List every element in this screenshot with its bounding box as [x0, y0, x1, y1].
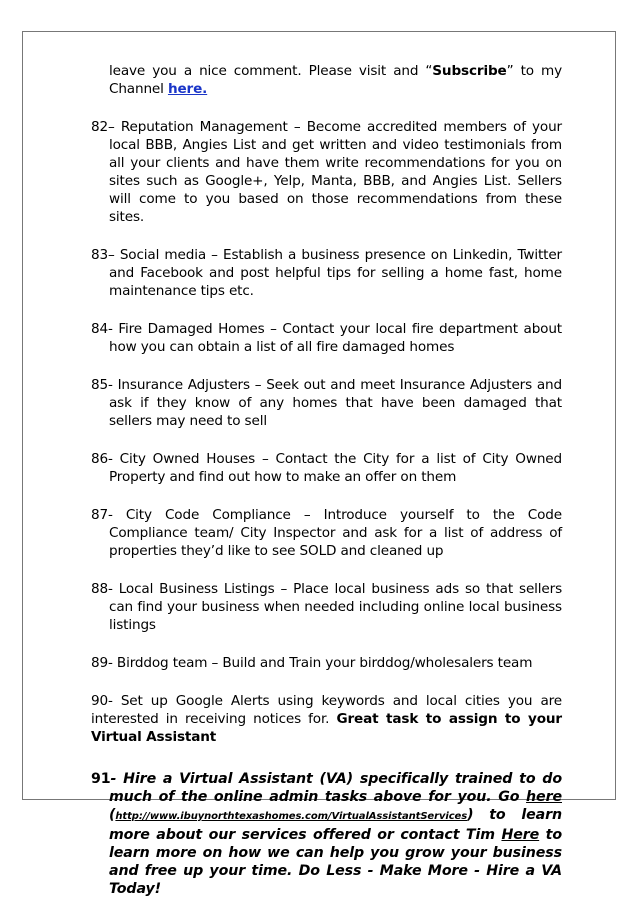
- document-body: [91, 62, 562, 898]
- item-text: 83– Social media – Establish a business presence on Linkedin, Twitter and Facebook and post helpful tips for selling a home fast, home maintenance tips etc.: [91, 247, 562, 299]
- item-text: 84- Fire Damaged Homes – Contact your local fire department about how you can obtain a list of all fire damaged homes: [91, 321, 562, 355]
- list-item-85: [91, 376, 562, 430]
- item-text: 90- Set up Google Alerts using keywords and local cities you are interested in receiving notices for.: [91, 693, 562, 727]
- item-text: 89- Birddog team – Build and Train your birddog/wholesalers team: [91, 655, 533, 671]
- contact-tim-link[interactable]: Here: [501, 827, 540, 843]
- item-text: 88- Local Business Listings – Place local business ads so that sellers can find your business when needed including online local business listings: [91, 581, 562, 633]
- list-item-88: [91, 580, 562, 634]
- item-text: ” to my Channel: [109, 63, 562, 97]
- item-bold-text: Great task to assign to your Virtual Assistant: [91, 711, 562, 745]
- item-text: 86- City Owned Houses – Contact the City for a list of City Owned Property and find out how to make an offer on them: [91, 451, 562, 485]
- item-text: 87- City Code Compliance – Introduce yourself to the Code Compliance team/ City Inspector and ask for a list of address of properties they’d like to see SOLD and cleaned up: [91, 507, 562, 559]
- item-text: 82– Reputation Management – Become accredited members of your local BBB, Angies List and get written and video testimonials from all your clients and have them write recommendations for you on sites such as Google+, Yelp, Manta, BBB, and Angies List. Sellers will come to you based on those recommendations from these sites.: [91, 119, 562, 225]
- va-services-url-link[interactable]: http://www.ibuynorthtexashomes.com/VirtualAssistantServices: [115, 811, 468, 822]
- list-item-87: [91, 506, 562, 560]
- item-number: 91: [91, 771, 111, 787]
- item-text: ): [467, 807, 474, 823]
- item-text: (: [109, 807, 116, 823]
- subscribe-text: Subscribe: [432, 63, 507, 79]
- list-item-91: [91, 770, 562, 898]
- list-item-86: [91, 450, 562, 486]
- list-item-84: [91, 320, 562, 356]
- item-text: to learn more about our services offered or contact Tim: [109, 807, 562, 843]
- channel-link[interactable]: here.: [167, 81, 208, 97]
- list-item-81-continuation: [91, 62, 562, 98]
- here-link[interactable]: here: [526, 789, 562, 805]
- item-text: leave you a nice comment. Please visit and “: [109, 63, 433, 79]
- item-text: 85- Insurance Adjusters – Seek out and meet Insurance Adjusters and ask if they know of any homes that have been damaged that sellers may need to sell: [91, 377, 562, 429]
- list-item-90: [91, 692, 562, 746]
- list-item-83: [91, 246, 562, 300]
- list-item-89: [91, 654, 562, 672]
- item-text: to learn more on how we can help you grow your business and free up your time. Do Less - Make More - Hire a VA Today!: [109, 827, 562, 897]
- list-item-82: [91, 118, 562, 226]
- item-text: - Hire a Virtual Assistant (VA) specifically trained to do much of the online admin tasks above for you. Go: [109, 771, 562, 805]
